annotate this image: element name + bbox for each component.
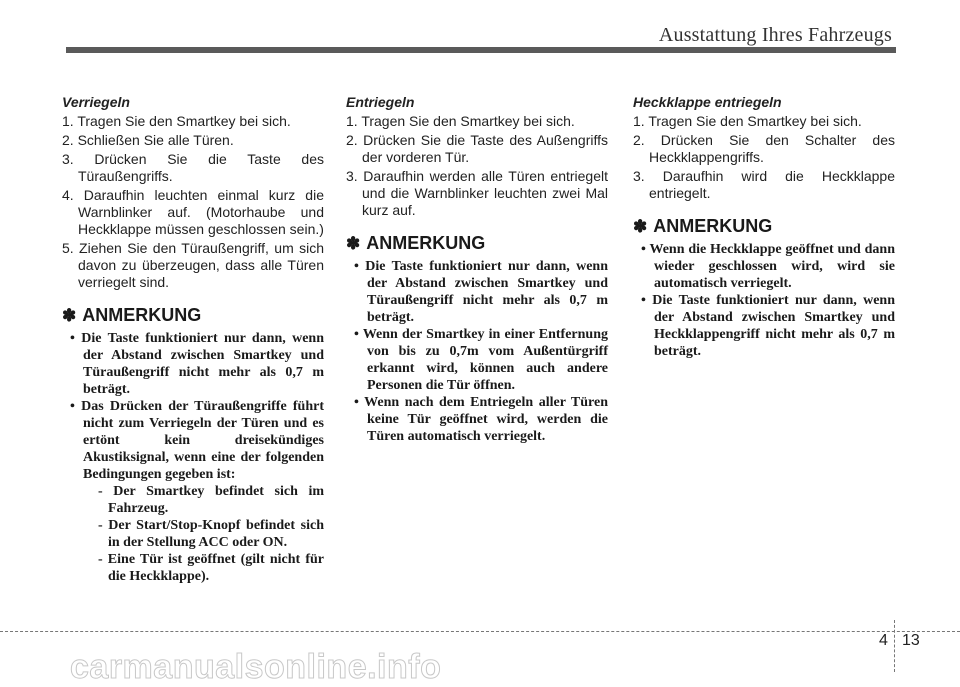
step-item: 2. Drücken Sie den Schalter des Heckklappengriffs.	[633, 132, 895, 165]
note-bullets	[62, 330, 324, 585]
step-item: 1. Tragen Sie den Smartkey bei sich.	[346, 113, 575, 129]
step-item: 1. Tragen Sie den Smartkey bei sich.	[62, 113, 291, 129]
note-bullet	[62, 398, 324, 585]
column-entriegeln	[346, 94, 608, 445]
page-header-title: Ausstattung Ihres Fahrzeugs	[658, 24, 892, 46]
step-item: 3. Daraufhin wird die Heckklappe entriegelt.	[633, 168, 895, 201]
section-heading-verriegeln: Verriegeln	[62, 94, 130, 110]
note-label: ANMERKUNG	[653, 216, 773, 236]
section-heading-heckklappe: Heckklappe entriegeln	[633, 94, 782, 110]
note-label: ANMERKUNG	[366, 233, 486, 253]
step-item: 1. Tragen Sie den Smartkey bei sich.	[633, 113, 862, 129]
note-sub-item: - Der Start/Stop-Knopf befindet sich in der Stellung ACC oder ON.	[98, 518, 324, 550]
asterisk-icon: ✽	[346, 233, 361, 253]
note-bullet: • Wenn der Smartkey in einer Entfernung von bis zu 0,7m vom Außentürgriff erkannt wird, können auch andere Personen die Tür öffnen.	[354, 327, 608, 393]
note-heading	[62, 305, 324, 326]
note-bullet: • Wenn die Heckklappe geöffnet und dann wieder geschlossen wird, wird sie automatisch verriegelt.	[641, 242, 895, 291]
step-item: 3. Daraufhin werden alle Türen entriegelt und die Warnblinker leuchten zwei Mal kurz auf.	[346, 168, 608, 218]
chapter-number: 4	[879, 632, 888, 649]
note-sub-item: - Der Smartkey befindet sich im Fahrzeug.	[98, 484, 324, 516]
page-number-separator	[894, 620, 895, 672]
note-sub-list	[83, 483, 324, 585]
steps-list-heckklappe	[633, 113, 895, 202]
steps-list-verriegeln	[62, 113, 324, 291]
note-heading	[633, 216, 895, 237]
asterisk-icon: ✽	[62, 305, 77, 325]
asterisk-icon: ✽	[633, 216, 648, 236]
page-number: 13	[902, 632, 920, 649]
header-rule	[66, 47, 896, 53]
step-item: 2. Drücken Sie die Taste des Außengriffs der vorderen Tür.	[346, 132, 608, 165]
step-item: 4. Daraufhin leuchten einmal kurz die Warnblinker auf. (Motorhaube und Heckklappe müssen geschlossen sein.)	[62, 187, 324, 237]
watermark-text: carmanualsonline.info	[70, 648, 442, 686]
note-heading	[346, 233, 608, 254]
steps-list-entriegeln	[346, 113, 608, 219]
step-item: 2. Schließen Sie alle Türen.	[62, 132, 234, 148]
note-bullets	[633, 241, 895, 360]
column-heckklappe	[633, 94, 895, 360]
note-bullet: • Die Taste funktioniert nur dann, wenn der Abstand zwischen Smartkey und Heckklappengriff nicht mehr als 0,7 m beträgt.	[641, 293, 895, 359]
note-sub-item: - Eine Tür ist geöffnet (gilt nicht für die Heckklappe).	[98, 552, 324, 584]
footer-dashed-rule	[0, 631, 960, 632]
note-bullet: • Die Taste funktioniert nur dann, wenn der Abstand zwischen Smartkey und Türaußengriff nicht mehr als 0,7 m beträgt.	[354, 259, 608, 325]
note-bullet-text: • Das Drücken der Türaußengriffe führt nicht zum Verriegeln der Türen und es ertönt kein dreisekündiges Akustiksignal, wenn eine der folgenden Bedingungen gegeben ist:	[70, 399, 324, 482]
note-bullets	[346, 258, 608, 445]
note-bullet: • Die Taste funktioniert nur dann, wenn der Abstand zwischen Smartkey und Türaußengriff nicht mehr als 0,7 m beträgt.	[70, 331, 324, 397]
column-verriegeln	[62, 94, 324, 585]
note-label: ANMERKUNG	[82, 305, 202, 325]
note-bullet: • Wenn nach dem Entriegeln aller Türen keine Tür geöffnet wird, werden die Türen automatisch verriegelt.	[354, 395, 608, 444]
step-item: 5. Ziehen Sie den Türaußengriff, um sich davon zu überzeugen, dass alle Türen verriegelt sind.	[62, 240, 324, 290]
step-item: 3. Drücken Sie die Taste des Türaußengriffs.	[62, 151, 324, 184]
section-heading-entriegeln: Entriegeln	[346, 94, 415, 110]
